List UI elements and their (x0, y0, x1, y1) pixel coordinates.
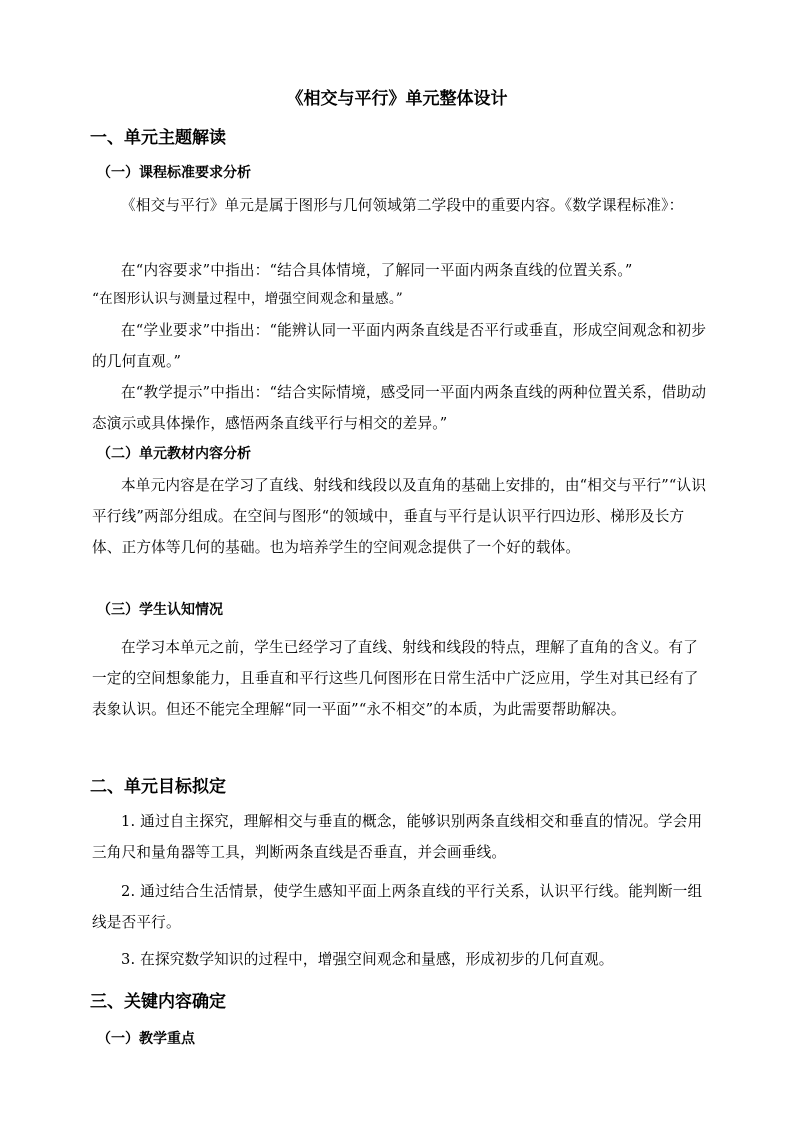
list-item: 1. 通过自主探究，理解相交与垂直的概念，能够识别两条直线相交和垂直的情况。学会用三角尺和量角器等工具，判断两条直线是否垂直，并会画垂线。 (92, 813, 703, 861)
paragraph: 在学习本单元之前，学生已经学习了直线、射线和线段的特点，理解了直角的含义。有了一定的空间想象能力，且垂直和平行这些几何图形在日常生活中广泛应用，学生对其已经有了表象认识。但还不能完全理解“同一平面”“永不相交”的本质，为此需要帮助解决。 (92, 639, 699, 718)
subsection-heading-3-1: （一）教学重点 (97, 1031, 195, 1047)
paragraph: 在“教学提示”中指出：“结合实际情境，感受同一平面内两条直线的两种位置关系，借助动态演示或具体操作，感悟两条直线平行与相交的差异。” (92, 384, 707, 432)
document-title: 《相交与平行》单元整体设计 (286, 89, 508, 109)
paragraph: 本单元内容是在学习了直线、射线和线段以及直角的基础上安排的，由“相交与平行”“认识平行线”两部分组成。在空间与图形“的领域中，垂直与平行是认识平行四边形、梯形及长方体、正方体等几何的基础。也为培养学生的空间观念提供了一个好的载体。 (92, 477, 707, 556)
paragraph: 《相交与平行》单元是属于图形与几何领域第二学段中的重要内容。《数学课程标准》： (121, 197, 684, 214)
section-heading-2: 二、单元目标拟定 (90, 777, 226, 797)
paragraph: 在“内容要求”中指出：“结合具体情境，了解同一平面内两条直线的位置关系。” (121, 262, 633, 279)
section-heading-3: 三、关键内容确定 (90, 992, 226, 1012)
subsection-heading-1-1: （一）课程标准要求分析 (97, 165, 251, 181)
paragraph: “在图形认识与测量过程中，增强空间观念和量感。” (92, 291, 403, 307)
list-item: 3. 在探究数学知识的过程中，增强空间观念和量感，形成初步的几何直观。 (121, 951, 614, 968)
subsection-heading-1-3: （三）学生认知情况 (97, 602, 223, 618)
section-heading-1: 一、单元主题解读 (90, 128, 226, 148)
list-item: 2. 通过结合生活情景，使学生感知平面上两条直线的平行关系，认识平行线。能判断一组线是否平行。 (92, 883, 703, 931)
paragraph: 在“学业要求”中指出：“能辨认同一平面内两条直线是否平行或垂直，形成空间观念和初步的几何直观。” (92, 322, 707, 370)
subsection-heading-1-2: （二）单元教材内容分析 (97, 446, 251, 462)
